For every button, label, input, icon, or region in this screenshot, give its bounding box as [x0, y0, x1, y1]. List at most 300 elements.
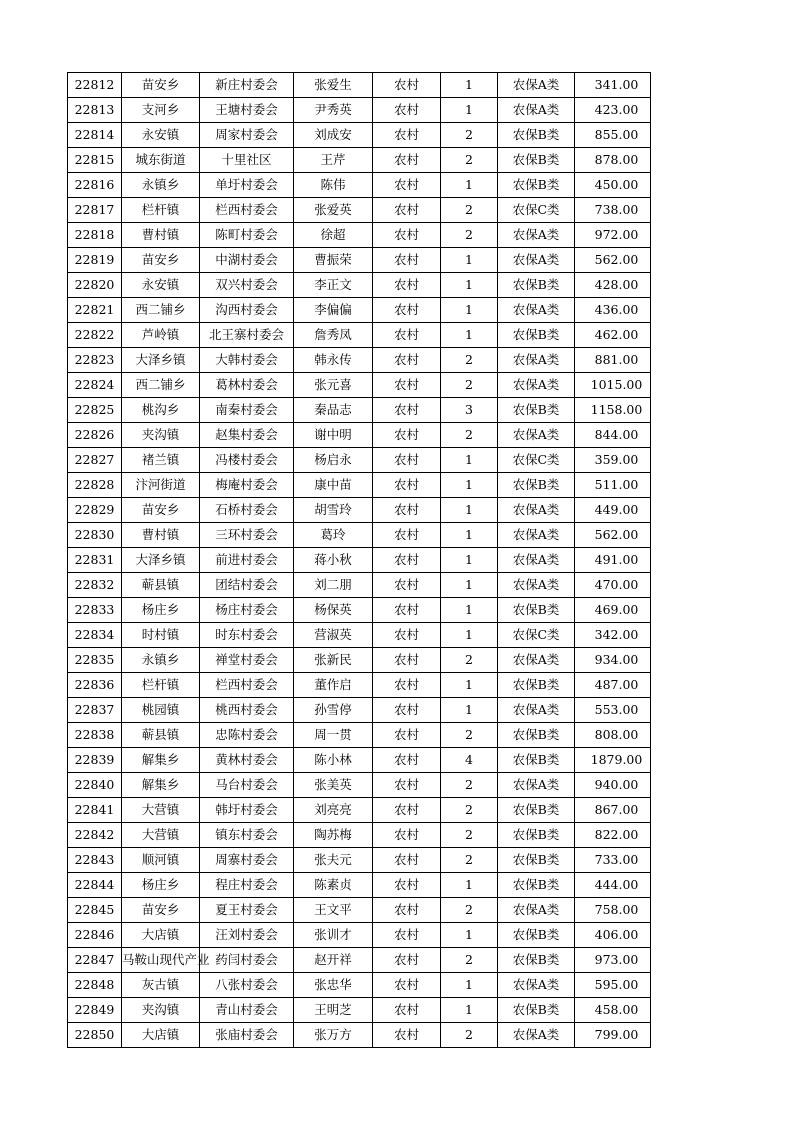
- cell-person-name: 徐超: [294, 223, 373, 248]
- cell-record-id: 22815: [68, 148, 122, 173]
- cell-township: 栏杆镇: [122, 198, 200, 223]
- records-table: [67, 72, 651, 1048]
- cell-amount: 1158.00: [575, 398, 651, 423]
- cell-member-count: 2: [441, 123, 498, 148]
- cell-person-name: 张训才: [294, 923, 373, 948]
- cell-household-type: 农村: [373, 873, 441, 898]
- cell-person-name: 刘亮亮: [294, 798, 373, 823]
- cell-amount: 973.00: [575, 948, 651, 973]
- cell-amount: 867.00: [575, 798, 651, 823]
- cell-record-id: 22817: [68, 198, 122, 223]
- cell-person-name: 刘成安: [294, 123, 373, 148]
- cell-amount: 758.00: [575, 898, 651, 923]
- cell-amount: 470.00: [575, 573, 651, 598]
- table-row: [68, 73, 651, 98]
- cell-village-committee: 赵集村委会: [200, 423, 294, 448]
- cell-village-committee: 黄林村委会: [200, 748, 294, 773]
- cell-village-committee: 马台村委会: [200, 773, 294, 798]
- cell-record-id: 22848: [68, 973, 122, 998]
- cell-record-id: 22814: [68, 123, 122, 148]
- cell-household-type: 农村: [373, 523, 441, 548]
- cell-person-name: 董作启: [294, 673, 373, 698]
- cell-household-type: 农村: [373, 323, 441, 348]
- cell-insurance-class: 农保B类: [498, 473, 575, 498]
- cell-village-committee: 十里社区: [200, 148, 294, 173]
- cell-insurance-class: 农保B类: [498, 673, 575, 698]
- cell-insurance-class: 农保A类: [498, 523, 575, 548]
- cell-insurance-class: 农保B类: [498, 848, 575, 873]
- cell-record-id: 22832: [68, 573, 122, 598]
- table-row: [68, 1023, 651, 1048]
- cell-village-committee: 时东村委会: [200, 623, 294, 648]
- cell-record-id: 22823: [68, 348, 122, 373]
- cell-household-type: 农村: [373, 373, 441, 398]
- cell-insurance-class: 农保B类: [498, 948, 575, 973]
- table-row: [68, 473, 651, 498]
- table-row: [68, 598, 651, 623]
- cell-township: 蕲县镇: [122, 723, 200, 748]
- table-row: [68, 448, 651, 473]
- cell-record-id: 22825: [68, 398, 122, 423]
- cell-person-name: 周一贯: [294, 723, 373, 748]
- cell-village-committee: 单圩村委会: [200, 173, 294, 198]
- cell-insurance-class: 农保C类: [498, 198, 575, 223]
- cell-village-committee: 沟西村委会: [200, 298, 294, 323]
- cell-member-count: 4: [441, 748, 498, 773]
- cell-township: 时村镇: [122, 623, 200, 648]
- cell-person-name: 蒋小秋: [294, 548, 373, 573]
- table-row: [68, 98, 651, 123]
- cell-household-type: 农村: [373, 148, 441, 173]
- table-row: [68, 898, 651, 923]
- cell-township: 苗安乡: [122, 498, 200, 523]
- cell-member-count: 2: [441, 373, 498, 398]
- cell-member-count: 3: [441, 398, 498, 423]
- cell-village-committee: 梅庵村委会: [200, 473, 294, 498]
- cell-person-name: 王明芝: [294, 998, 373, 1023]
- cell-member-count: 2: [441, 898, 498, 923]
- cell-person-name: 尹秀英: [294, 98, 373, 123]
- cell-amount: 444.00: [575, 873, 651, 898]
- cell-person-name: 赵开祥: [294, 948, 373, 973]
- cell-member-count: 1: [441, 73, 498, 98]
- cell-record-id: 22847: [68, 948, 122, 973]
- cell-village-committee: 青山村委会: [200, 998, 294, 1023]
- cell-township: 苗安乡: [122, 898, 200, 923]
- cell-amount: 458.00: [575, 998, 651, 1023]
- cell-insurance-class: 农保A类: [498, 498, 575, 523]
- cell-amount: 511.00: [575, 473, 651, 498]
- cell-insurance-class: 农保B类: [498, 873, 575, 898]
- cell-member-count: 1: [441, 698, 498, 723]
- cell-record-id: 22850: [68, 1023, 122, 1048]
- table-row: [68, 373, 651, 398]
- cell-insurance-class: 农保B类: [498, 923, 575, 948]
- cell-household-type: 农村: [373, 98, 441, 123]
- cell-household-type: 农村: [373, 448, 441, 473]
- cell-insurance-class: 农保B类: [498, 823, 575, 848]
- table-row: [68, 123, 651, 148]
- cell-insurance-class: 农保A类: [498, 98, 575, 123]
- cell-record-id: 22845: [68, 898, 122, 923]
- cell-village-committee: 栏西村委会: [200, 673, 294, 698]
- cell-amount: 436.00: [575, 298, 651, 323]
- cell-record-id: 22844: [68, 873, 122, 898]
- cell-member-count: 2: [441, 948, 498, 973]
- cell-amount: 462.00: [575, 323, 651, 348]
- cell-record-id: 22821: [68, 298, 122, 323]
- cell-township: 杨庄乡: [122, 598, 200, 623]
- cell-township: 解集乡: [122, 748, 200, 773]
- cell-member-count: 1: [441, 973, 498, 998]
- cell-amount: 733.00: [575, 848, 651, 873]
- cell-household-type: 农村: [373, 648, 441, 673]
- cell-household-type: 农村: [373, 573, 441, 598]
- cell-township: 桃园镇: [122, 698, 200, 723]
- table-row: [68, 648, 651, 673]
- cell-record-id: 22831: [68, 548, 122, 573]
- cell-township: 大泽乡镇: [122, 548, 200, 573]
- cell-township: 支河乡: [122, 98, 200, 123]
- cell-amount: 449.00: [575, 498, 651, 523]
- cell-amount: 562.00: [575, 523, 651, 548]
- cell-record-id: 22836: [68, 673, 122, 698]
- cell-village-committee: 大韩村委会: [200, 348, 294, 373]
- cell-insurance-class: 农保B类: [498, 998, 575, 1023]
- table-row: [68, 873, 651, 898]
- cell-member-count: 1: [441, 548, 498, 573]
- cell-village-committee: 周家村委会: [200, 123, 294, 148]
- table-row: [68, 173, 651, 198]
- cell-person-name: 谢中明: [294, 423, 373, 448]
- cell-member-count: 2: [441, 348, 498, 373]
- cell-township: 大泽乡镇: [122, 348, 200, 373]
- cell-record-id: 22830: [68, 523, 122, 548]
- cell-amount: 359.00: [575, 448, 651, 473]
- cell-household-type: 农村: [373, 773, 441, 798]
- cell-village-committee: 冯楼村委会: [200, 448, 294, 473]
- cell-insurance-class: 农保A类: [498, 373, 575, 398]
- cell-record-id: 22818: [68, 223, 122, 248]
- cell-household-type: 农村: [373, 948, 441, 973]
- cell-household-type: 农村: [373, 498, 441, 523]
- cell-household-type: 农村: [373, 698, 441, 723]
- table-row: [68, 523, 651, 548]
- cell-person-name: 陶苏梅: [294, 823, 373, 848]
- cell-amount: 1879.00: [575, 748, 651, 773]
- cell-member-count: 1: [441, 448, 498, 473]
- cell-village-committee: 程庄村委会: [200, 873, 294, 898]
- cell-township: 顺河镇: [122, 848, 200, 873]
- cell-member-count: 1: [441, 623, 498, 648]
- cell-township: 大店镇: [122, 1023, 200, 1048]
- cell-township: 大店镇: [122, 923, 200, 948]
- cell-insurance-class: 农保A类: [498, 648, 575, 673]
- cell-township: 芦岭镇: [122, 323, 200, 348]
- table-row: [68, 623, 651, 648]
- cell-township: 汴河街道: [122, 473, 200, 498]
- cell-amount: 342.00: [575, 623, 651, 648]
- cell-amount: 428.00: [575, 273, 651, 298]
- cell-member-count: 1: [441, 523, 498, 548]
- cell-township: 苗安乡: [122, 73, 200, 98]
- cell-person-name: 孙雪停: [294, 698, 373, 723]
- cell-record-id: 22828: [68, 473, 122, 498]
- cell-insurance-class: 农保B类: [498, 148, 575, 173]
- cell-member-count: 1: [441, 598, 498, 623]
- table-row: [68, 673, 651, 698]
- cell-household-type: 农村: [373, 723, 441, 748]
- table-row: [68, 248, 651, 273]
- cell-person-name: 张新民: [294, 648, 373, 673]
- table-row: [68, 723, 651, 748]
- cell-member-count: 1: [441, 98, 498, 123]
- table-row: [68, 848, 651, 873]
- cell-record-id: 22842: [68, 823, 122, 848]
- cell-person-name: 李正文: [294, 273, 373, 298]
- cell-record-id: 22812: [68, 73, 122, 98]
- cell-village-committee: 周寨村委会: [200, 848, 294, 873]
- cell-insurance-class: 农保A类: [498, 348, 575, 373]
- cell-insurance-class: 农保A类: [498, 223, 575, 248]
- cell-insurance-class: 农保B类: [498, 748, 575, 773]
- cell-village-committee: 汪刘村委会: [200, 923, 294, 948]
- cell-household-type: 农村: [373, 798, 441, 823]
- cell-member-count: 1: [441, 673, 498, 698]
- cell-person-name: 陈伟: [294, 173, 373, 198]
- cell-member-count: 1: [441, 873, 498, 898]
- cell-insurance-class: 农保A类: [498, 298, 575, 323]
- cell-amount: 878.00: [575, 148, 651, 173]
- cell-township: 曹村镇: [122, 523, 200, 548]
- cell-person-name: 刘二朋: [294, 573, 373, 598]
- cell-member-count: 2: [441, 773, 498, 798]
- cell-township: 栏杆镇: [122, 673, 200, 698]
- cell-village-committee: 张庙村委会: [200, 1023, 294, 1048]
- cell-township: 褚兰镇: [122, 448, 200, 473]
- cell-amount: 406.00: [575, 923, 651, 948]
- cell-person-name: 王文平: [294, 898, 373, 923]
- cell-amount: 423.00: [575, 98, 651, 123]
- cell-record-id: 22840: [68, 773, 122, 798]
- cell-amount: 562.00: [575, 248, 651, 273]
- cell-village-committee: 前进村委会: [200, 548, 294, 573]
- table-row: [68, 398, 651, 423]
- cell-township: 永镇乡: [122, 173, 200, 198]
- cell-village-committee: 杨庄村委会: [200, 598, 294, 623]
- table-row: [68, 198, 651, 223]
- cell-person-name: 秦品志: [294, 398, 373, 423]
- cell-village-committee: 中湖村委会: [200, 248, 294, 273]
- table-row: [68, 323, 651, 348]
- cell-record-id: 22813: [68, 98, 122, 123]
- cell-insurance-class: 农保A类: [498, 773, 575, 798]
- cell-amount: 491.00: [575, 548, 651, 573]
- cell-village-committee: 北王寨村委会: [200, 323, 294, 348]
- cell-household-type: 农村: [373, 348, 441, 373]
- cell-household-type: 农村: [373, 823, 441, 848]
- cell-person-name: 张忠华: [294, 973, 373, 998]
- cell-village-committee: 八张村委会: [200, 973, 294, 998]
- cell-insurance-class: 农保A类: [498, 898, 575, 923]
- cell-household-type: 农村: [373, 473, 441, 498]
- cell-household-type: 农村: [373, 623, 441, 648]
- cell-member-count: 1: [441, 173, 498, 198]
- cell-person-name: 张美英: [294, 773, 373, 798]
- cell-insurance-class: 农保B类: [498, 798, 575, 823]
- cell-household-type: 农村: [373, 198, 441, 223]
- cell-person-name: 张爱生: [294, 73, 373, 98]
- cell-township: 大营镇: [122, 823, 200, 848]
- cell-record-id: 22819: [68, 248, 122, 273]
- cell-person-name: 詹秀凤: [294, 323, 373, 348]
- cell-township: 蕲县镇: [122, 573, 200, 598]
- cell-record-id: 22835: [68, 648, 122, 673]
- table-row: [68, 148, 651, 173]
- cell-member-count: 2: [441, 423, 498, 448]
- cell-village-committee: 栏西村委会: [200, 198, 294, 223]
- cell-amount: 595.00: [575, 973, 651, 998]
- cell-record-id: 22838: [68, 723, 122, 748]
- cell-household-type: 农村: [373, 673, 441, 698]
- cell-household-type: 农村: [373, 998, 441, 1023]
- cell-person-name: 杨启永: [294, 448, 373, 473]
- cell-amount: 822.00: [575, 823, 651, 848]
- cell-record-id: 22846: [68, 923, 122, 948]
- table-row: [68, 798, 651, 823]
- cell-insurance-class: 农保B类: [498, 723, 575, 748]
- cell-person-name: 陈小林: [294, 748, 373, 773]
- cell-township: 杨庄乡: [122, 873, 200, 898]
- cell-amount: 487.00: [575, 673, 651, 698]
- cell-amount: 450.00: [575, 173, 651, 198]
- cell-person-name: 韩永传: [294, 348, 373, 373]
- table-row: [68, 223, 651, 248]
- cell-person-name: 胡雪玲: [294, 498, 373, 523]
- table-row: [68, 298, 651, 323]
- cell-village-committee: 石桥村委会: [200, 498, 294, 523]
- cell-insurance-class: 农保A类: [498, 1023, 575, 1048]
- cell-household-type: 农村: [373, 223, 441, 248]
- cell-village-committee: 忠陈村委会: [200, 723, 294, 748]
- cell-household-type: 农村: [373, 923, 441, 948]
- cell-insurance-class: 农保A类: [498, 423, 575, 448]
- cell-record-id: 22824: [68, 373, 122, 398]
- cell-insurance-class: 农保A类: [498, 698, 575, 723]
- cell-village-committee: 陈町村委会: [200, 223, 294, 248]
- cell-person-name: 康中苗: [294, 473, 373, 498]
- cell-amount: 855.00: [575, 123, 651, 148]
- cell-township: 夹沟镇: [122, 998, 200, 1023]
- table-body: [68, 73, 651, 1048]
- cell-village-committee: 韩圩村委会: [200, 798, 294, 823]
- table-row: [68, 498, 651, 523]
- cell-person-name: 杨保英: [294, 598, 373, 623]
- cell-insurance-class: 农保A类: [498, 73, 575, 98]
- cell-amount: 341.00: [575, 73, 651, 98]
- cell-member-count: 2: [441, 223, 498, 248]
- cell-village-committee: 药闫村委会: [200, 948, 294, 973]
- cell-insurance-class: 农保A类: [498, 548, 575, 573]
- table-row: [68, 923, 651, 948]
- table-row: [68, 423, 651, 448]
- table-row: [68, 273, 651, 298]
- cell-record-id: 22839: [68, 748, 122, 773]
- cell-member-count: 1: [441, 498, 498, 523]
- cell-household-type: 农村: [373, 973, 441, 998]
- cell-household-type: 农村: [373, 423, 441, 448]
- cell-member-count: 1: [441, 573, 498, 598]
- cell-record-id: 22829: [68, 498, 122, 523]
- table-row: [68, 973, 651, 998]
- cell-township: 永安镇: [122, 123, 200, 148]
- cell-person-name: 张万方: [294, 1023, 373, 1048]
- table-row: [68, 948, 651, 973]
- cell-amount: 808.00: [575, 723, 651, 748]
- cell-record-id: 22843: [68, 848, 122, 873]
- cell-village-committee: 葛林村委会: [200, 373, 294, 398]
- table-row: [68, 823, 651, 848]
- cell-township: 桃沟乡: [122, 398, 200, 423]
- cell-member-count: 2: [441, 848, 498, 873]
- cell-member-count: 2: [441, 198, 498, 223]
- cell-member-count: 1: [441, 323, 498, 348]
- cell-record-id: 22827: [68, 448, 122, 473]
- cell-village-committee: 新庄村委会: [200, 73, 294, 98]
- cell-person-name: 曹振荣: [294, 248, 373, 273]
- cell-household-type: 农村: [373, 848, 441, 873]
- cell-township: 城东街道: [122, 148, 200, 173]
- cell-amount: 940.00: [575, 773, 651, 798]
- cell-amount: 972.00: [575, 223, 651, 248]
- cell-insurance-class: 农保B类: [498, 323, 575, 348]
- cell-household-type: 农村: [373, 598, 441, 623]
- cell-member-count: 1: [441, 473, 498, 498]
- table-row: [68, 698, 651, 723]
- cell-household-type: 农村: [373, 548, 441, 573]
- cell-village-committee: 禅堂村委会: [200, 648, 294, 673]
- cell-member-count: 2: [441, 823, 498, 848]
- cell-amount: 799.00: [575, 1023, 651, 1048]
- cell-member-count: 2: [441, 723, 498, 748]
- cell-person-name: 李偏偏: [294, 298, 373, 323]
- cell-amount: 1015.00: [575, 373, 651, 398]
- cell-member-count: 2: [441, 648, 498, 673]
- cell-insurance-class: 农保B类: [498, 173, 575, 198]
- cell-amount: 844.00: [575, 423, 651, 448]
- cell-household-type: 农村: [373, 1023, 441, 1048]
- cell-household-type: 农村: [373, 173, 441, 198]
- cell-insurance-class: 农保B类: [498, 398, 575, 423]
- cell-township: 苗安乡: [122, 248, 200, 273]
- table-row: [68, 773, 651, 798]
- cell-record-id: 22822: [68, 323, 122, 348]
- cell-household-type: 农村: [373, 248, 441, 273]
- cell-person-name: 张夫元: [294, 848, 373, 873]
- table-row: [68, 548, 651, 573]
- table-row: [68, 748, 651, 773]
- cell-member-count: 2: [441, 798, 498, 823]
- cell-member-count: 2: [441, 1023, 498, 1048]
- cell-township: 大营镇: [122, 798, 200, 823]
- cell-township: 西二铺乡: [122, 298, 200, 323]
- cell-insurance-class: 农保B类: [498, 598, 575, 623]
- cell-record-id: 22826: [68, 423, 122, 448]
- cell-township: 曹村镇: [122, 223, 200, 248]
- cell-village-committee: 南秦村委会: [200, 398, 294, 423]
- cell-person-name: 张爱英: [294, 198, 373, 223]
- cell-household-type: 农村: [373, 273, 441, 298]
